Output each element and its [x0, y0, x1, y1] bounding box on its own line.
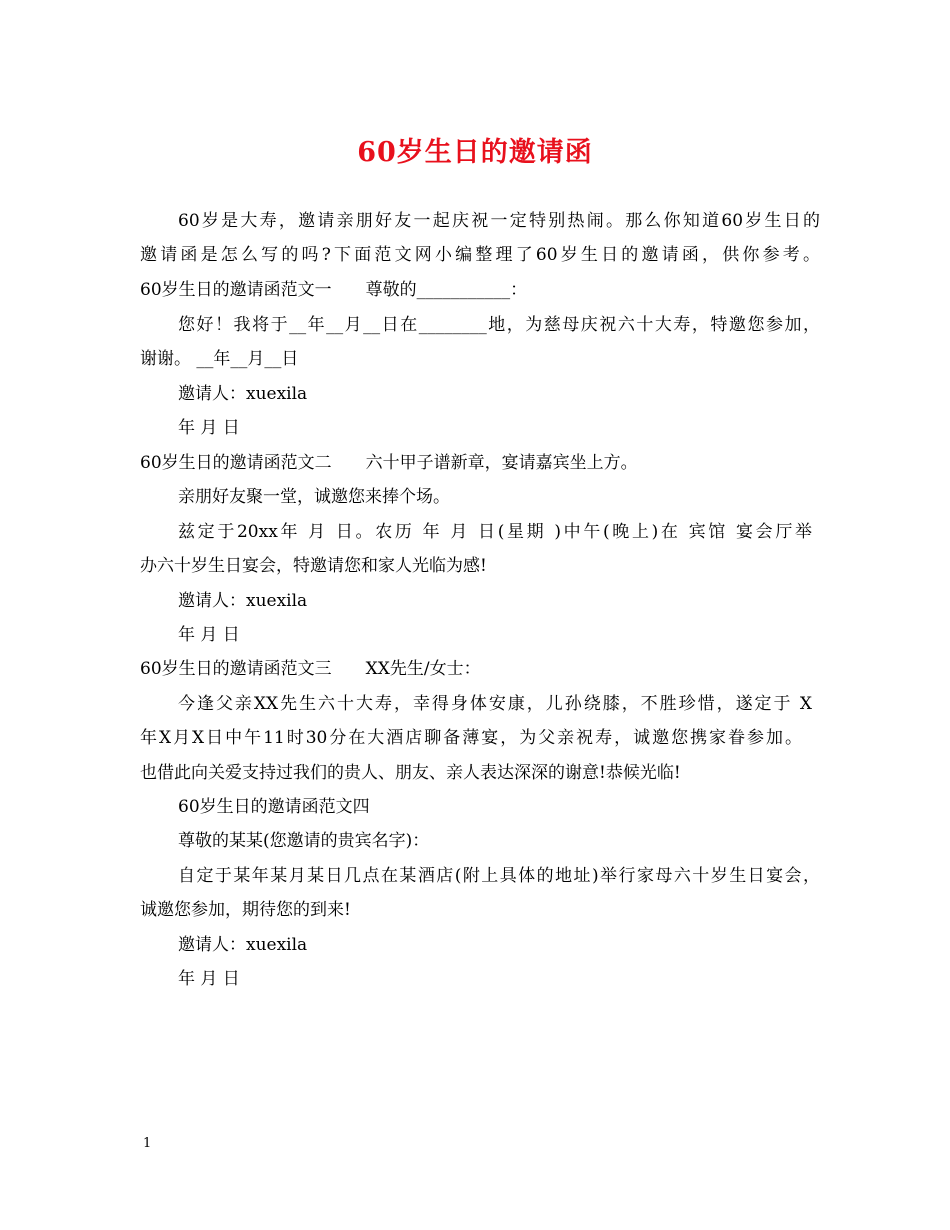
paragraph-line: 诚邀您参加，期待您的到来! [140, 900, 351, 920]
paragraph-line: 兹定于20xx年 月 日。农历 年 月 日(星期 )中午(晚上)在 宾馆 宴会厅举 [178, 522, 812, 542]
section-heading-line: 60岁生日的邀请函范文二 六十甲子谱新章，宴请嘉宾坐上方。 [140, 453, 638, 473]
section-heading-line: 60岁生日的邀请函范文四 [178, 797, 370, 817]
paragraph-line: 您好！我将于__年__月__日在________地，为慈母庆祝六十大寿，特邀您参加， [178, 315, 820, 335]
paragraph-line: 也借此向关爱支持过我们的贵人、朋友、亲人表达深深的谢意!恭候光临! [140, 763, 681, 783]
paragraph-line: 谢谢。 __年__月__日 [140, 349, 299, 369]
paragraph-line: 自定于某年某月某日几点在某酒店(附上具体的地址)举行家母六十岁生日宴会， [178, 866, 820, 886]
inviter-line: 邀请人：xuexila [178, 384, 308, 404]
date-line: 年 月 日 [178, 418, 240, 438]
page-number: 1 [143, 1136, 152, 1151]
paragraph-line: 60岁是大寿，邀请亲朋好友一起庆祝一定特别热闹。那么你知道60岁生日的 [178, 211, 820, 231]
inviter-line: 邀请人：xuexila [178, 935, 308, 955]
page-title: 60岁生日的邀请函 [357, 137, 593, 168]
paragraph-line: 办六十岁生日宴会，特邀请您和家人光临为感! [140, 556, 487, 576]
paragraph-line: 亲朋好友聚一堂，诚邀您来捧个场。 [178, 487, 450, 507]
paragraph-line: 今逢父亲XX先生六十大寿，幸得身体安康，儿孙绕膝，不胜珍惜，遂定于 X [178, 694, 812, 714]
date-line: 年 月 日 [178, 969, 240, 989]
section-heading-line: 60岁生日的邀请函范文三 XX先生/女士： [140, 659, 481, 679]
section-heading-line: 60岁生日的邀请函范文一 尊敬的___________： [140, 280, 528, 300]
paragraph-line: 尊敬的某某(您邀请的贵宾名字)： [178, 831, 430, 851]
paragraph-line: 邀请函是怎么写的吗?下面范文网小编整理了60岁生日的邀请函，供你参考。 [140, 245, 820, 265]
paragraph-line: 年X月X日中午11时30分在大酒店聊备薄宴，为父亲祝寿，诚邀您携家眷参加。 [140, 728, 802, 748]
inviter-line: 邀请人：xuexila [178, 591, 308, 611]
date-line: 年 月 日 [178, 625, 240, 645]
